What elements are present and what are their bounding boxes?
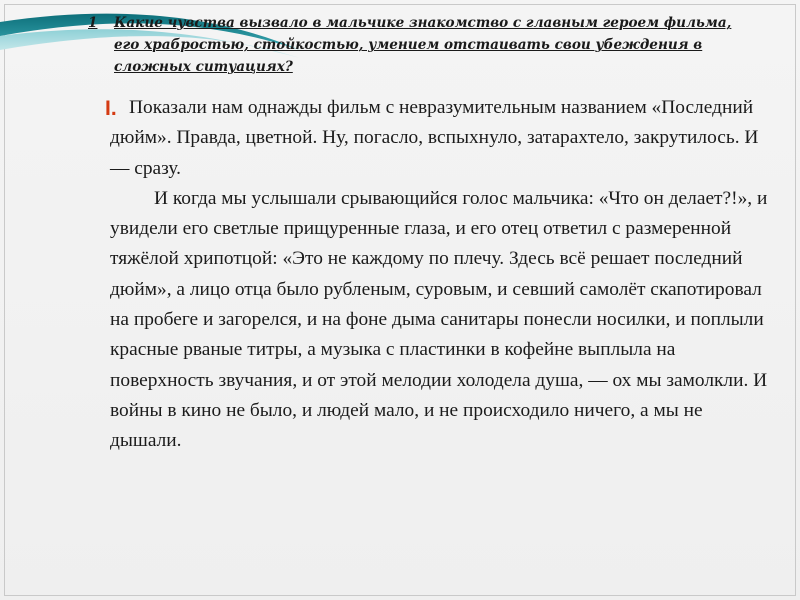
- paragraph-1: [86, 93, 776, 184]
- paragraph-2: [86, 184, 776, 457]
- answer-body: [86, 93, 776, 457]
- roman-numeral-bullet: I.: [105, 97, 117, 120]
- question-text: Какие чувства вызвало в мальчике знакомство с главным героем фильма, его храбростью, стойкостью, умением отстаивать свои убеждения в сложных ситуациях?: [114, 15, 732, 75]
- question-heading: [88, 12, 748, 78]
- paragraph-1-text: Показали нам однажды фильм с невразумительным названием «Последний дюйм». Правда, цветной. Ну, погасло, вспыхнуло, затарахтело, закрутилось. И — сразу.: [110, 97, 759, 179]
- question-number: 1: [88, 15, 98, 31]
- paragraph-2-text: И когда мы услышали срывающийся голос мальчика: «Что он делает?!», и увидели его светлые прищуренные глаза, и его отец ответил с размеренной тяжёлой хрипотцой: «Это не каждому по плечу. Здесь всё решает последний дюйм», а лицо отца было рубленым, суровым, и севший самолёт скапотировал на пробеге и загорелся, и на фоне дыма санитары понесли носилки, и поплыли красные рваные титры, а музыка с пластинки в кофейне выплыла на поверхность звучания, и от этой мелодии холодела душа, — ох мы замолкли. И войны в кино не было, и людей мало, и не происходило ничего, а мы не дышали.: [110, 187, 768, 452]
